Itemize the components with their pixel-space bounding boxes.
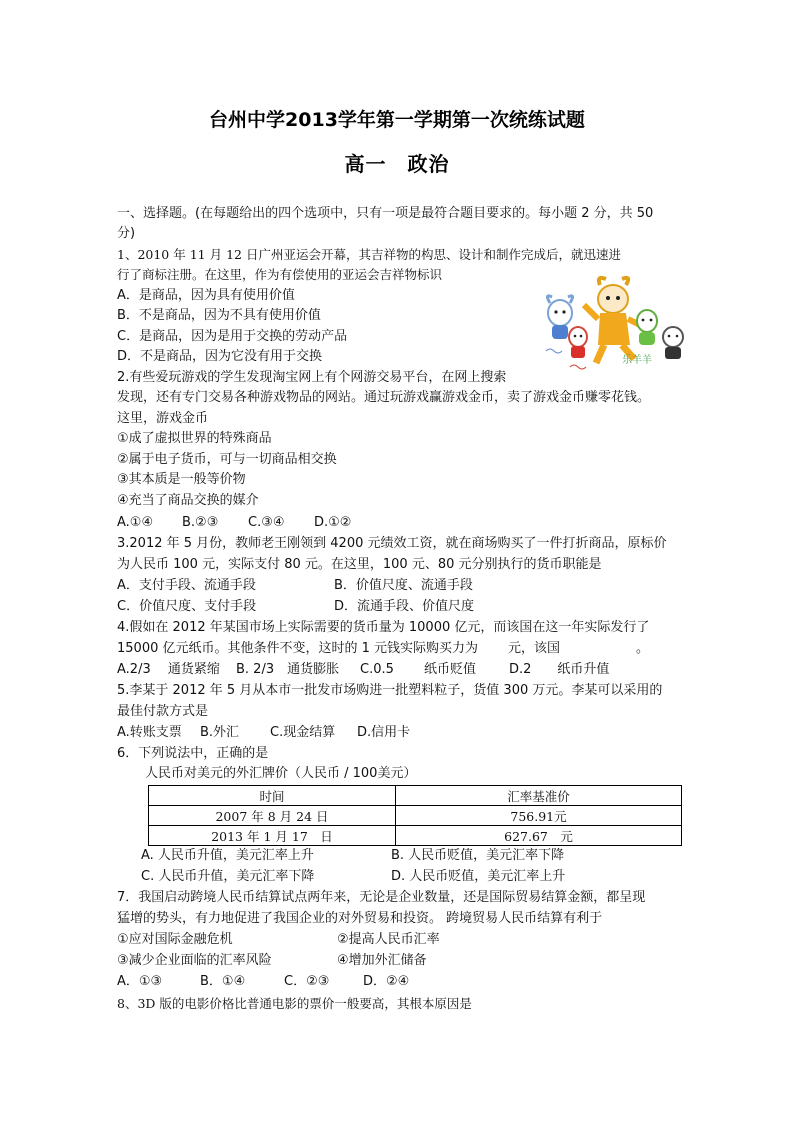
q3-option-a: A．支付手段、流通手段 (117, 578, 256, 593)
exam-title: 台州中学2013学年第一学期第一次统练试题 (209, 109, 585, 131)
q5-stem-cont: 最佳付款方式是 (117, 704, 209, 719)
q1-option-b: B．不是商品，因为不具有使用价值 (117, 308, 321, 323)
q5-option-c: C.现金结算 (270, 725, 336, 740)
q6-option-d: D. 人民币贬值，美元汇率上升 (391, 869, 566, 884)
exchange-rate-table (148, 785, 682, 846)
q6-stem: 6．下列说法中，正确的是 (117, 746, 269, 761)
q2-option-d: D.①② (314, 515, 352, 530)
table-cell: 2013 年 1 月 17 日 (149, 826, 396, 846)
q7-item-4: ④增加外汇储备 (337, 953, 427, 968)
q4-option-c: C.0.5 纸币贬值 (360, 662, 477, 677)
q3-stem-cont: 为人民币 100 元，实际支付 80 元。在这里，100 元、80 元分别执行的货币职能是 (117, 557, 602, 572)
q2-option-b: B.②③ (182, 515, 219, 530)
section-instructions: 一、选择题。(在每题给出的四个选项中，只有一项是最符合题目要求的。每小题 2 分，共 50 (117, 206, 654, 221)
q2-stem-cont: 发现，还有专门交易各种游戏物品的网站。通过玩游戏赢游戏金币，卖了游戏金币赚零花钱。 (117, 390, 651, 405)
q4-stem: 4.假如在 2012 年某国市场上实际需要的货币量为 10000 亿元，而该国在这一年实际发行了 (117, 620, 650, 635)
q4-option-a: A.2/3 通货紧缩 (117, 662, 220, 677)
q7-item-2: ②提高人民币汇率 (337, 932, 440, 947)
table-header-cell: 时间 (149, 786, 396, 806)
q4-stem-cont: 15000 亿元纸币。其他条件不变，这时的 1 元钱实际购买力为 (117, 641, 479, 656)
q7-stem: 7．我国启动跨境人民币结算试点两年来，无论是企业数量，还是国际贸易结算金额，都呈现 (117, 890, 646, 905)
q2-item-1: ①成了虚拟世界的特殊商品 (117, 431, 272, 446)
q3-option-d: D．流通手段、价值尺度 (334, 599, 475, 614)
q6-option-c: C. 人民币升值，美元汇率下降 (141, 869, 315, 884)
q7-option-d: D．②④ (363, 974, 410, 989)
table-row (149, 806, 682, 826)
q3-option-b: B．价值尺度、流通手段 (334, 578, 473, 593)
table-cell: 2007 年 8 月 24 日 (149, 806, 396, 826)
q1-option-c: C．是商品，因为是用于交换的劳动产品 (117, 329, 348, 344)
q2-item-2: ②属于电子货币，可与一切商品相交换 (117, 452, 337, 467)
q2-option-a: A.①④ (117, 515, 154, 530)
q6-option-a: A. 人民币升值，美元汇率上升 (141, 848, 314, 863)
q7-stem-cont: 猛增的势头，有力地促进了我国企业的对外贸易和投资。 跨境贸易人民币结算有利于 (117, 911, 603, 926)
q2-item-3: ③其本质是一般等价物 (117, 472, 246, 487)
q3-stem: 3.2012 年 5 月份，教师老王刚领到 4200 元绩效工资，就在商场购买了一件打折商品，原标价 (117, 536, 667, 551)
table-cell: 627.67 元 (396, 826, 682, 846)
table-row (149, 826, 682, 846)
q1-stem: 1、2010 年 11 月 12 日广州亚运会开幕，其吉祥物的构思、设计和制作完成后，就迅速进 (117, 247, 621, 262)
table-header-row (149, 786, 682, 806)
q4-option-b: B. 2/3 通货膨胀 (236, 662, 340, 677)
exam-subtitle: 高一 政治 (344, 152, 450, 176)
q6-option-b: B. 人民币贬值，美元汇率下降 (391, 848, 565, 863)
mascot-figures (540, 275, 690, 375)
q2-option-c: C.③④ (248, 515, 285, 530)
q5-option-b: B.外汇 (200, 725, 240, 740)
q5-option-d: D.信用卡 (357, 725, 411, 740)
q7-item-1: ①应对国际金融危机 (117, 932, 233, 947)
q5-option-a: A.转账支票 (117, 725, 182, 740)
q7-option-b: B．①④ (200, 974, 246, 989)
q7-option-c: C．②③ (284, 974, 330, 989)
mascot-caption: 乐羊羊 (622, 355, 652, 366)
section-instructions-cont: 分) (117, 226, 136, 241)
q4-option-d: D.2 纸币升值 (509, 662, 610, 677)
q1-stem-cont: 行了商标注册。在这里，作为有偿使用的亚运会吉祥物标识 (117, 267, 443, 282)
mascot-illustration (540, 275, 690, 375)
q2-stem-cont2: 这里，游戏金币 (117, 411, 209, 426)
table-header-cell: 汇率基准价 (396, 786, 682, 806)
q4-stem-end: 。 (636, 641, 650, 656)
q3-option-c: C．价值尺度、支付手段 (117, 599, 257, 614)
q8-stem: 8、3D 版的电影价格比普通电影的票价一般要高，其根本原因是 (117, 996, 472, 1011)
q2-stem: 2.有些爱玩游戏的学生发现淘宝网上有个网游交易平台，在网上搜索 (117, 370, 507, 385)
table-cell: 756.91元 (396, 806, 682, 826)
q1-option-d: D．不是商品，因为它没有用于交换 (117, 349, 323, 364)
q7-option-a: A．①③ (117, 974, 163, 989)
q6-table-caption: 人民币对美元的外汇牌价（人民币 / 100美元） (145, 766, 417, 781)
q4-stem-blank: 元，该国 (508, 641, 561, 656)
q2-item-4: ④充当了商品交换的媒介 (117, 493, 259, 508)
q1-option-a: A．是商品，因为具有使用价值 (117, 288, 295, 303)
q7-item-3: ③减少企业面临的汇率风险 (117, 953, 272, 968)
q5-stem: 5.李某于 2012 年 5 月从本市一批发市场购进一批塑料粒子，货值 300 万元。李某可以采用的 (117, 683, 663, 698)
